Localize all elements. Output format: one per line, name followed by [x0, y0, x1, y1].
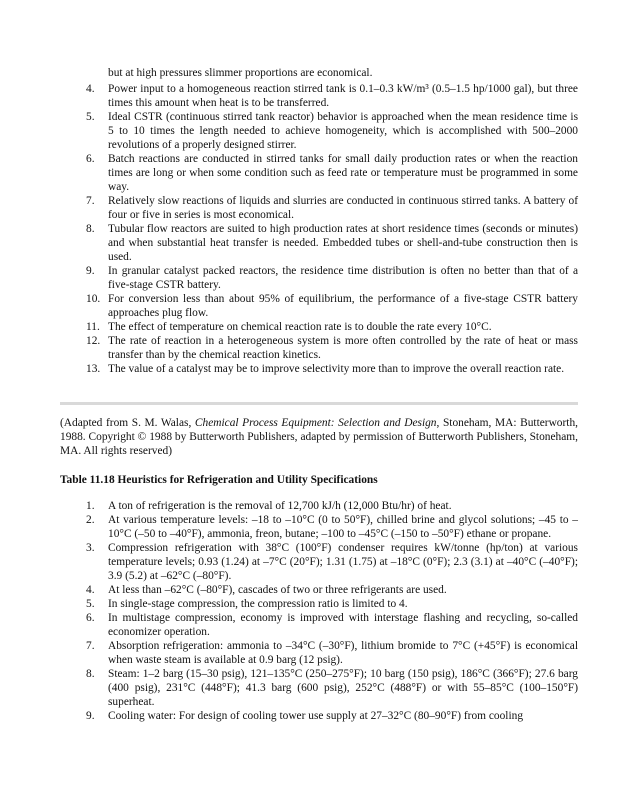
- item-number: 5.: [86, 111, 95, 123]
- item-number: 11.: [86, 321, 100, 333]
- item-text: For conversion less than about 95% of equilibrium, the performance of a five-stage CSTR battery approaches plug flow.: [108, 293, 578, 319]
- item-number: 6.: [86, 153, 95, 165]
- item-text: Ideal CSTR (continuous stirred tank reactor) behavior is approached when the mean residence time is 5 to 10 times the length needed to achieve homogeneity, which is accomplished with 500–2000 revolutions of a properly designed stirrer.: [108, 111, 578, 151]
- source-citation: [60, 416, 578, 458]
- list-item: [60, 611, 578, 639]
- list-item: [60, 583, 578, 597]
- section-divider: [60, 402, 578, 405]
- continued-text-fragment: but at high pressures slimmer proportions are economical.: [108, 67, 373, 79]
- list-item: [60, 222, 578, 264]
- item-text: In single-stage compression, the compression ratio is limited to 4.: [108, 598, 408, 610]
- item-text: Tubular flow reactors are suited to high production rates at short residence times (seconds or minutes) and when substantial heat transfer is needed. Embedded tubes or shell-and-tube construction then is used.: [108, 223, 578, 263]
- item-number: 4.: [86, 584, 95, 596]
- citation-prefix: (Adapted from S. M. Walas,: [60, 417, 195, 429]
- item-text: Absorption refrigeration: ammonia to –34°C (–30°F), lithium bromide to 7°C (+45°F) is economical when waste steam is available at 0.9 barg (12 psig).: [108, 640, 578, 666]
- list-item: [60, 292, 578, 320]
- item-number: 4.: [86, 83, 95, 95]
- item-text: The effect of temperature on chemical reaction rate is to double the rate every 10°C.: [108, 321, 492, 333]
- list-item: [60, 499, 578, 513]
- list-item: [60, 110, 578, 152]
- item-text: The rate of reaction in a heterogeneous system is more often controlled by the rate of heat or mass transfer than by the chemical reaction kinetics.: [108, 335, 578, 361]
- list-item: [60, 597, 578, 611]
- item-number: 7.: [86, 195, 95, 207]
- item-text: Compression refrigeration with 38°C (100°F) condenser requires kW/tonne (hp/ton) at various temperature levels; 0.93 (1.24) at –7°C (20°F); 1.31 (1.75) at –18°C (0°F); 2.3 (3.1) at –40°C (–40°F); 3.9 (5.2) at –62°C (–80°F).: [108, 542, 578, 582]
- item-text: At less than –62°C (–80°F), cascades of two or three refrigerants are used.: [108, 584, 447, 596]
- list-item: [60, 320, 578, 334]
- item-text: Power input to a homogeneous reaction stirred tank is 0.1–0.3 kW/m³ (0.5–1.5 hp/1000 gal), but three times this amount when heat is to be transferred.: [108, 83, 578, 109]
- item-number: 1.: [86, 500, 95, 512]
- item-text: Cooling water: For design of cooling tower use supply at 27–32°C (80–90°F) from cooling: [108, 710, 524, 722]
- table-heading: Table 11.18 Heuristics for Refrigeration and Utility Specifications: [60, 474, 378, 486]
- list-item: [60, 362, 578, 376]
- item-text: Relatively slow reactions of liquids and slurries are conducted in continuous stirred tanks. A battery of four or five in series is most economical.: [108, 195, 578, 221]
- item-number: 8.: [86, 223, 95, 235]
- item-text: In multistage compression, economy is improved with interstage flashing and recycling, so-called economizer operation.: [108, 612, 578, 638]
- item-number: 10.: [86, 293, 101, 305]
- item-number: 8.: [86, 668, 95, 680]
- list-item: [60, 334, 578, 362]
- list-item: [60, 709, 578, 723]
- citation-suffix: , Stoneham, MA: Butterworth, 1988. Copyright © 1988 by Butterworth Publishers, adapted by permission of Butterworth Publishers, Stoneham, MA. All rights reserved): [60, 417, 579, 457]
- item-number: 2.: [86, 514, 95, 526]
- item-number: 5.: [86, 598, 95, 610]
- list-item: [60, 194, 578, 222]
- refrigeration-heuristics-list: [60, 499, 578, 723]
- item-number: 13.: [86, 363, 101, 375]
- list-item: [60, 667, 578, 709]
- list-item: [60, 152, 578, 194]
- item-number: 7.: [86, 640, 95, 652]
- item-number: 9.: [86, 710, 95, 722]
- item-number: 9.: [86, 265, 95, 277]
- list-item: [60, 264, 578, 292]
- list-item: [60, 639, 578, 667]
- item-text: At various temperature levels: –18 to –10°C (0 to 50°F), chilled brine and glycol solutions; –45 to –10°C (–50 to –40°F), ammonia, freon, butane; –100 to –45°C (–150 to –50°F) ethane or propane.: [108, 514, 578, 540]
- item-text: The value of a catalyst may be to improve selectivity more than to improve the overall reaction rate.: [108, 363, 565, 375]
- item-text: In granular catalyst packed reactors, the residence time distribution is often no better than that of a five-stage CSTR battery.: [108, 265, 578, 291]
- list-item: [60, 82, 578, 110]
- item-text: Steam: 1–2 barg (15–30 psig), 121–135°C (250–275°F); 10 barg (150 psig), 186°C (366°F); 27.6 barg (400 psig), 231°C (448°F); 41.3 barg (600 psig), 252°C (488°F) or with 55–85°C (100–150°F) superheat.: [108, 668, 578, 708]
- item-text: A ton of refrigeration is the removal of 12,700 kJ/h (12,000 Btu/hr) of heat.: [108, 500, 452, 512]
- list-item: [60, 541, 578, 583]
- list-item: [60, 513, 578, 541]
- item-number: 3.: [86, 542, 95, 554]
- reactor-heuristics-list: [60, 82, 578, 376]
- item-text: Batch reactions are conducted in stirred tanks for small daily production rates or when the reaction times are long or when some condition such as feed rate or temperature must be programmed in some way.: [108, 153, 578, 193]
- citation-book-title: Chemical Process Equipment: Selection and Design: [194, 417, 437, 429]
- item-number: 12.: [86, 335, 101, 347]
- item-number: 6.: [86, 612, 95, 624]
